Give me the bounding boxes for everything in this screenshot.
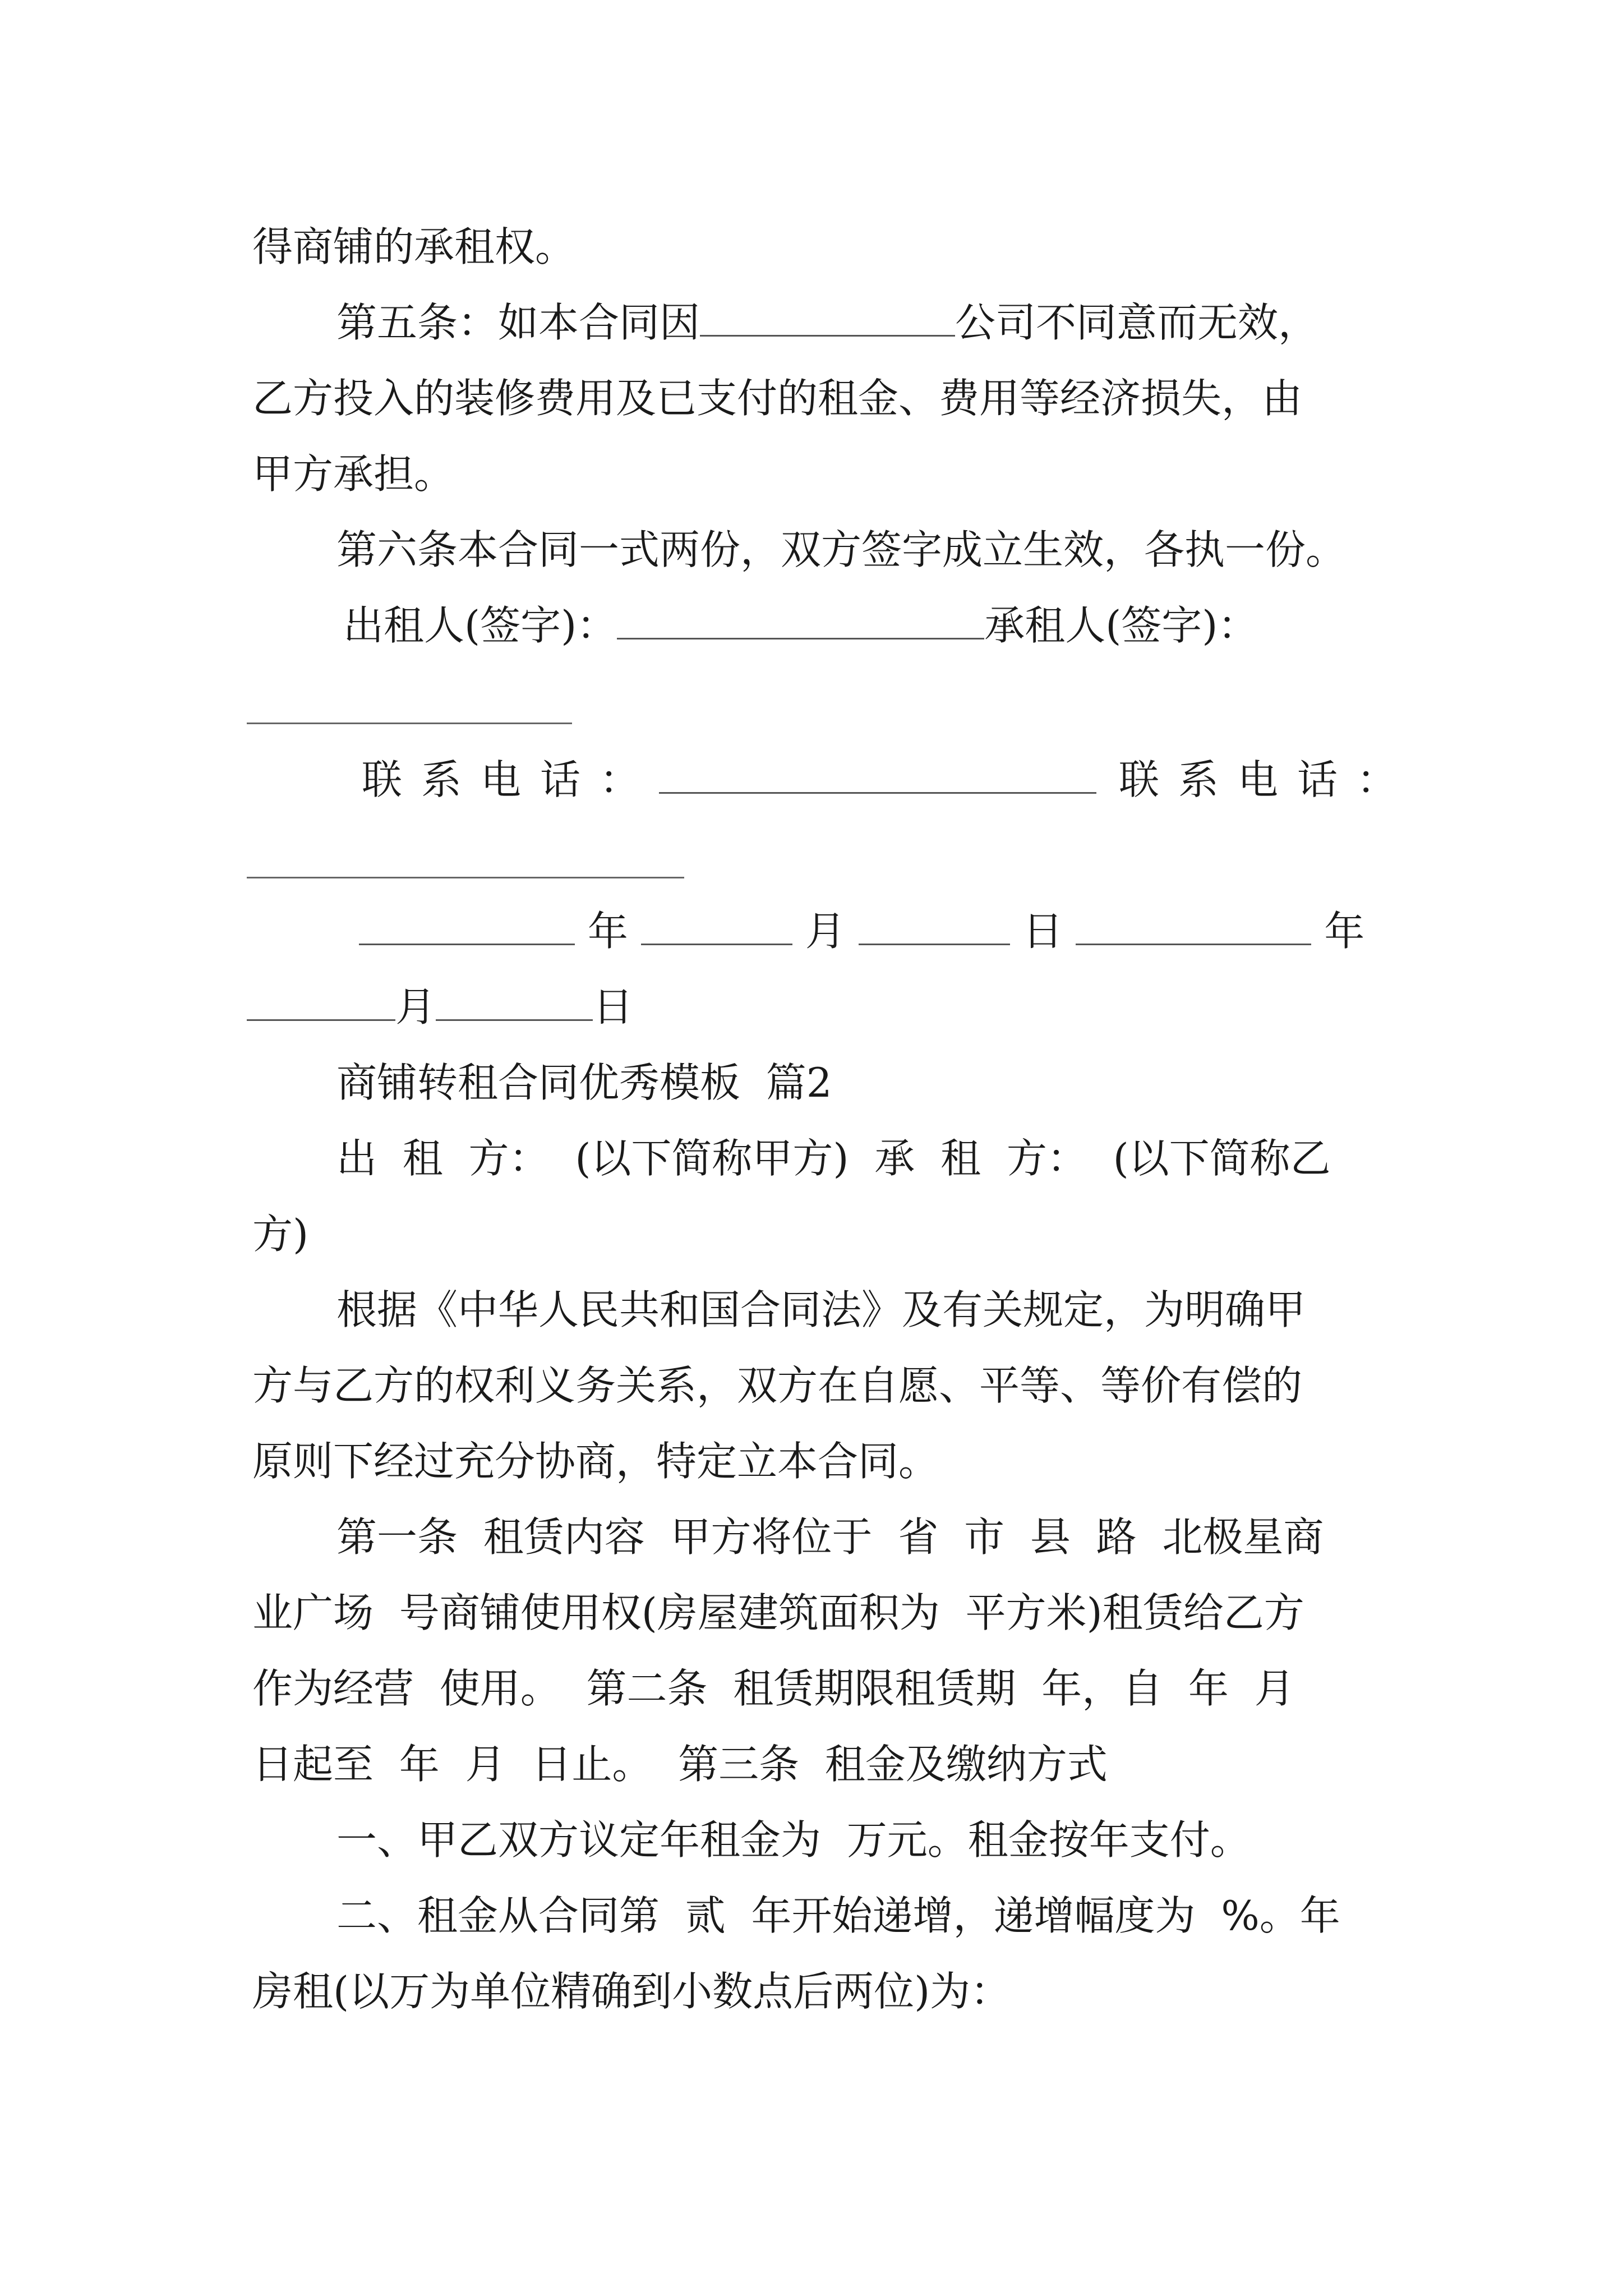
article-1-line: 第一条 租赁内容 甲方将位于 省 市 县 路 北极星商 xyxy=(336,1513,1324,1561)
lessee-sign-label: 承租人(签字)： xyxy=(984,602,1258,649)
year-blank xyxy=(359,909,575,945)
phone-line xyxy=(362,752,1416,808)
lessee-phone-label: 联系电话： xyxy=(1119,756,1417,803)
signature-line xyxy=(343,597,1258,654)
company-blank xyxy=(700,300,955,337)
lessor-sign-label: 出租人(签字)： xyxy=(343,602,617,649)
paragraph-line: 房租(以万为单位精确到小数点后两位)为： xyxy=(252,1968,1011,2015)
paragraph-line: 原则下经过充分协商，特定立本合同。 xyxy=(252,1438,939,1485)
parties-line: 方) xyxy=(252,1211,309,1258)
text-line: 得商铺的承租权。 xyxy=(252,223,576,270)
date-line xyxy=(359,903,1364,959)
text-line: 乙方投入的装修费用及已支付的租金、费用等经济损失，由 xyxy=(252,375,1303,422)
article-5-line xyxy=(336,295,1318,351)
article-6-line: 第六条本合同一式两份，双方签字成立生效，各执一份。 xyxy=(336,526,1347,573)
section-heading: 商铺转租合同优秀模板 篇2 xyxy=(336,1059,832,1106)
lessor-phone-label: 联系电话： xyxy=(362,756,660,803)
lessor-sign-blank xyxy=(617,603,984,639)
day-blank xyxy=(859,909,1010,945)
lessor-phone-blank xyxy=(659,757,1096,794)
month-label: 月 xyxy=(805,908,846,955)
month-blank xyxy=(641,909,792,945)
month-label: 月 xyxy=(395,983,436,1030)
day-label: 日 xyxy=(593,983,634,1030)
parties-line: 出 租 方： (以下简称甲方) 承 租 方： (以下简称乙 xyxy=(336,1135,1331,1182)
lessee-phone-blank xyxy=(247,877,684,878)
paragraph-line: 日起至 年 月 日止。 第三条 租金及缴纳方式 xyxy=(252,1741,1108,1788)
rent-increase-line: 二、租金从合同第 贰 年开始递增，递增幅度为 %。年 xyxy=(336,1892,1340,1939)
text-segment: 第五条：如本合同因 xyxy=(336,299,700,346)
day-label: 日 xyxy=(1022,908,1063,955)
year-label: 年 xyxy=(1324,908,1365,955)
year-label: 年 xyxy=(587,908,628,955)
paragraph-line: 根据《中华人民共和国合同法》及有关规定，为明确甲 xyxy=(336,1286,1306,1333)
date-line xyxy=(247,979,633,1035)
paragraph-line: 作为经营 使用。 第二条 租赁期限租赁期 年，自 年 月 xyxy=(252,1665,1295,1712)
day-blank xyxy=(436,984,593,1021)
month-blank xyxy=(247,984,395,1021)
lessee-sign-blank xyxy=(247,723,572,724)
paragraph-line: 业广场 号商铺使用权(房屋建筑面积为 平方米)租赁给乙方 xyxy=(252,1589,1304,1636)
rent-line: 一、甲乙双方议定年租金为 万元。租金按年支付。 xyxy=(336,1816,1251,1864)
year-blank xyxy=(1076,909,1311,945)
text-line: 甲方承担。 xyxy=(252,450,455,498)
text-segment: 公司不同意而无效， xyxy=(955,299,1319,346)
paragraph-line: 方与乙方的权利义务关系，双方在自愿、平等、等价有偿的 xyxy=(252,1362,1303,1409)
